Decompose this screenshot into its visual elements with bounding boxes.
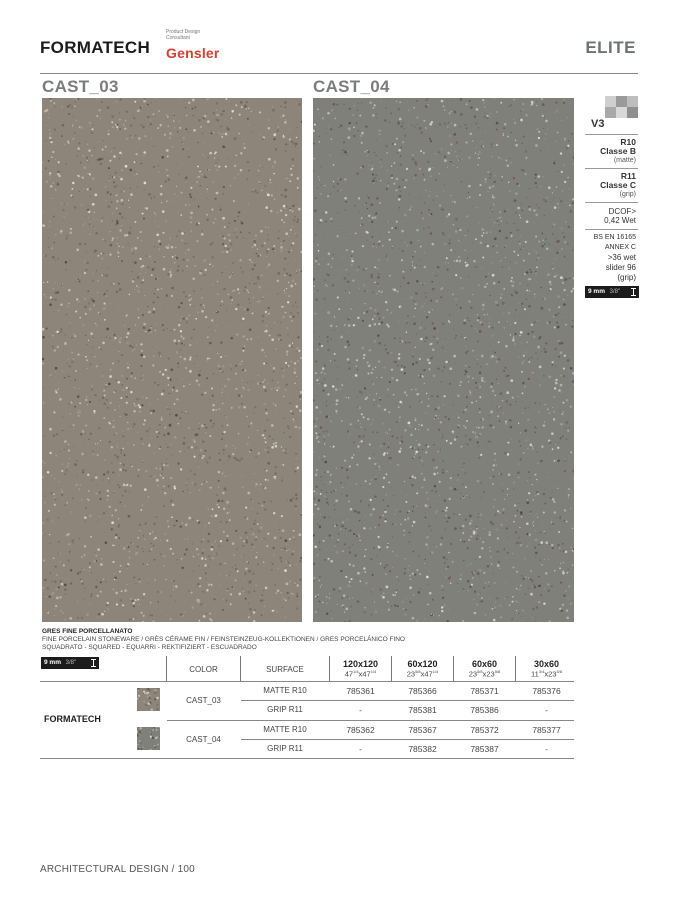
- header-divider: [40, 73, 638, 74]
- table-cell-code: 785386: [470, 705, 499, 715]
- sidebar-divider: [585, 202, 638, 203]
- variation-label: V3: [591, 118, 605, 130]
- column-header-size: 60x60 $23^{5/8}x23^{5/8}$: [454, 659, 515, 679]
- bs-en-rating: BS EN 16165 ANNEX C >36 wet slider 96 (grip): [593, 234, 636, 282]
- slip-r10: R10 Classe B (matte): [600, 137, 636, 164]
- swatch-cast-04: [137, 727, 160, 750]
- table-cell-code: -: [359, 705, 362, 715]
- row-divider: [167, 720, 574, 721]
- sidebar-divider: [585, 229, 638, 230]
- sidebar-divider: [585, 134, 638, 135]
- table-cell-code: 785382: [408, 744, 437, 754]
- variation-grid-icon: [605, 96, 638, 118]
- thickness-badge: 9 mm 3/8": [585, 286, 639, 298]
- table-bottom-rule: [40, 758, 574, 759]
- column-header-size: 120x120 $47^{1/4}x47^{1/4}$: [330, 659, 391, 679]
- spec-title: GRES FINE PORCELLANATO: [42, 628, 133, 635]
- table-cell-code: -: [545, 705, 548, 715]
- row-divider: [241, 739, 574, 740]
- table-cell-code: 785366: [408, 686, 437, 696]
- partner-name: Gensler: [166, 45, 220, 61]
- table-cell-surface: MATTE R10: [263, 725, 307, 734]
- thickness-icon: [633, 288, 636, 296]
- table-cell-surface: GRIP R11: [267, 744, 303, 753]
- sidebar-divider: [585, 168, 638, 169]
- tile-label-cast-04: CAST_04: [313, 77, 390, 96]
- dcof-rating: DCOF> 0,42 Wet: [604, 207, 636, 225]
- partner-logo: [166, 29, 226, 61]
- spec-languages: FINE PORCELAIN STONEWARE / GRÈS CÉRAME FIN / FEINSTEINZEUG-KOLLEKTIONEN / GRES PORCELÁNICO FINO: [42, 636, 405, 643]
- size-inches: $47^{1/4}x47^{1/4}$: [344, 669, 377, 679]
- table-cell-surface: GRIP R11: [267, 705, 303, 714]
- table-cell-code: 785387: [470, 744, 499, 754]
- table-cell-code: 785362: [346, 725, 375, 735]
- table-thickness-badge: 9 mm 3/8": [41, 657, 99, 669]
- table-cell-code: 785367: [408, 725, 437, 735]
- column-divider: [240, 656, 241, 681]
- swatch-cast-03: [137, 688, 160, 711]
- size-inches: $23^{5/8}x47^{1/4}$: [406, 669, 439, 679]
- spec-rectified: SQUADRATO - SQUARED - EQUARRI - REKTIFIZIERT - ESCUADRADO: [42, 644, 257, 651]
- page-footer: ARCHITECTURAL DESIGN / 100: [40, 864, 195, 875]
- collection-title: ELITE: [585, 38, 636, 57]
- tile-image-cast-03: [42, 98, 302, 622]
- size-inches: $23^{5/8}x23^{5/8}$: [468, 669, 501, 679]
- table-cell-code: 785381: [408, 705, 437, 715]
- row-divider: [241, 700, 574, 701]
- column-header-color: COLOR: [189, 665, 218, 674]
- table-cell-code: 785361: [346, 686, 375, 696]
- color-cast-03: CAST_03: [186, 696, 221, 705]
- size-inches: $11^{3/4}x23^{5/8}$: [530, 669, 562, 679]
- table-cell-code: 785371: [470, 686, 499, 696]
- brand-title: FORMATECH: [40, 38, 151, 57]
- slip-r11: R11 Classe C (grip): [600, 171, 636, 198]
- table-cell-surface: MATTE R10: [263, 686, 307, 695]
- thickness-icon: [93, 659, 96, 667]
- partner-caption: Product Design Consultant: [166, 29, 201, 41]
- table-cell-code: -: [359, 744, 362, 754]
- column-header-size: 60x120 $23^{5/8}x47^{1/4}$: [392, 659, 453, 679]
- table-cell-code: 785377: [532, 725, 561, 735]
- table-cell-code: 785372: [470, 725, 499, 735]
- table-header-rule: [40, 681, 574, 682]
- column-header-surface: SURFACE: [266, 665, 304, 674]
- table-cell-code: 785376: [532, 686, 561, 696]
- tile-label-cast-03: CAST_03: [42, 77, 119, 96]
- tile-image-cast-04: [313, 98, 574, 622]
- color-cast-04: CAST_04: [186, 735, 221, 744]
- column-header-size: 30x60 $11^{3/4}x23^{5/8}$: [516, 659, 577, 679]
- variation-badge: [585, 96, 638, 132]
- column-divider: [166, 656, 167, 681]
- table-cell-code: -: [545, 744, 548, 754]
- table-brand: FORMATECH: [44, 714, 101, 724]
